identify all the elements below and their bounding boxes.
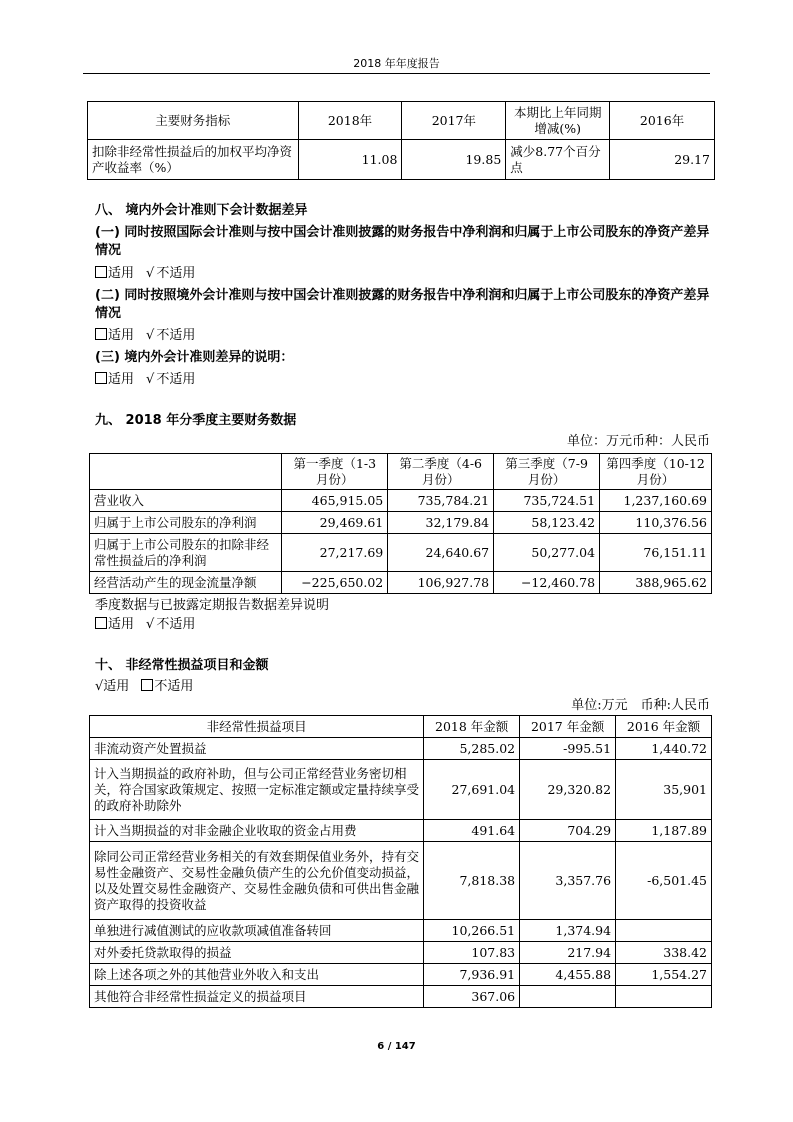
table-row: 归属于上市公司股东的扣除非经常性损益后的净利润 27,217.69 24,640.67 50,277.04 76,151.11 <box>90 534 712 572</box>
table-row: 计入当期损益的政府补助，但与公司正常经营业务密切相关，符合国家政策规定、按照一定标准定额或定量持续享受的政府补助除外 27,691.04 29,320.82 35,901 <box>90 760 712 820</box>
header-rule <box>83 73 710 74</box>
section8-sub3: (三) 境内外会计准则差异的说明： <box>95 350 294 365</box>
section8-title: 八、 境内外会计准则下会计数据差异 <box>95 203 308 218</box>
non-recurring-table <box>89 715 712 1008</box>
table-row: 归属于上市公司股东的净利润 29,469.61 32,179.84 58,123.42 110,376.56 <box>90 512 712 534</box>
section10-checkbox-line: √适用 不适用 <box>95 679 194 694</box>
page-number: 6 / 147 <box>377 1041 416 1052</box>
th-q3: 第三季度（7-9 月份） <box>494 454 600 490</box>
checkmark-icon: √ <box>95 679 104 694</box>
section9-unit: 单位：万元币种：人民币 <box>566 434 710 449</box>
th-item: 非经常性损益项目 <box>90 716 424 738</box>
unchecked-box-icon <box>95 328 107 340</box>
th-2016-amount: 2016 年金额 <box>616 716 712 738</box>
th-indicator: 主要财务指标 <box>88 102 299 140</box>
th-q4: 第四季度（10-12 月份） <box>600 454 712 490</box>
cell-2016: 29.17 <box>610 140 715 180</box>
sub2-checkbox-line: 适用 √ 不适用 <box>95 327 195 345</box>
table-row: 其他符合非经常性损益定义的损益项目 367.06 <box>90 986 712 1008</box>
th-2018: 2018年 <box>298 102 402 140</box>
th-q2: 第二季度（4-6 月份） <box>388 454 494 490</box>
table-row: 单独进行减值测试的应收款项减值准备转回 10,266.51 1,374.94 <box>90 920 712 942</box>
table-row: 计入当期损益的对非金融企业收取的资金占用费 491.64 704.29 1,187.89 <box>90 820 712 842</box>
table-row: 除同公司正常经营业务相关的有效套期保值业务外，持有交易性金融资产、交易性金融负债产生的公允价值变动损益，以及处置交易性金融资产、交易性金融负债和可供出售金融资产取得的投资收益 7,818.38 3,357.76 -6,501.45 <box>90 842 712 920</box>
table-row: 营业收入 465,915.05 735,784.21 735,724.51 1,237,160.69 <box>90 490 712 512</box>
table-row: 经营活动产生的现金流量净额 −225,650.02 106,927.78 −12,460.78 388,965.62 <box>90 572 712 594</box>
cell-2018: 11.08 <box>298 140 402 180</box>
unchecked-box-icon <box>141 679 153 691</box>
quarterly-checkbox-line: 适用 √ 不适用 <box>95 616 195 634</box>
quarterly-table <box>89 453 712 594</box>
checkmark-icon: √ <box>146 617 155 632</box>
checkmark-icon: √ <box>146 328 155 343</box>
th-2017-amount: 2017 年金额 <box>520 716 616 738</box>
table-row: 非流动资产处置损益 5,285.02 -995.51 1,440.72 <box>90 738 712 760</box>
unchecked-box-icon <box>95 617 107 629</box>
table-row: 除上述各项之外的其他营业外收入和支出 7,936.91 4,455.88 1,554.27 <box>90 964 712 986</box>
section10-title: 十、 非经常性损益项目和金额 <box>95 658 269 673</box>
section8-sub1: (一) 同时按照国际会计准则与按中国会计准则披露的财务报告中净利润和归属于上市公司股东的净资产差异情况 <box>95 225 710 258</box>
th-change: 本期比上年同期增减(%) <box>506 102 610 140</box>
th-blank <box>90 454 282 490</box>
row-label: 扣除非经常性损益后的加权平均净资产收益率（%） <box>88 140 299 180</box>
section8-sub2: (二) 同时按照境外会计准则与按中国会计准则披露的财务报告中净利润和归属于上市公司股东的净资产差异情况 <box>95 288 710 321</box>
roe-table <box>87 101 715 180</box>
checkmark-icon: √ <box>146 266 155 281</box>
table-row: 对外委托贷款取得的损益 107.83 217.94 338.42 <box>90 942 712 964</box>
quarterly-note: 季度数据与已披露定期报告数据差异说明 <box>95 598 330 613</box>
running-header: 2018 年年度报告 <box>353 57 440 70</box>
section9-title: 九、 2018 年分季度主要财务数据 <box>95 413 297 428</box>
th-q1: 第一季度（1-3 月份） <box>282 454 388 490</box>
checkmark-icon: √ <box>146 372 155 387</box>
unchecked-box-icon <box>95 266 107 278</box>
th-2016: 2016年 <box>610 102 715 140</box>
section10-unit: 单位:万元 币种:人民币 <box>571 698 710 713</box>
unchecked-box-icon <box>95 372 107 384</box>
cell-change: 减少8.77个百分点 <box>506 140 610 180</box>
sub1-checkbox-line: 适用 √ 不适用 <box>95 265 195 283</box>
th-2018-amount: 2018 年金额 <box>424 716 520 738</box>
sub3-checkbox-line: 适用 √ 不适用 <box>95 371 195 389</box>
th-2017: 2017年 <box>402 102 506 140</box>
cell-2017: 19.85 <box>402 140 506 180</box>
